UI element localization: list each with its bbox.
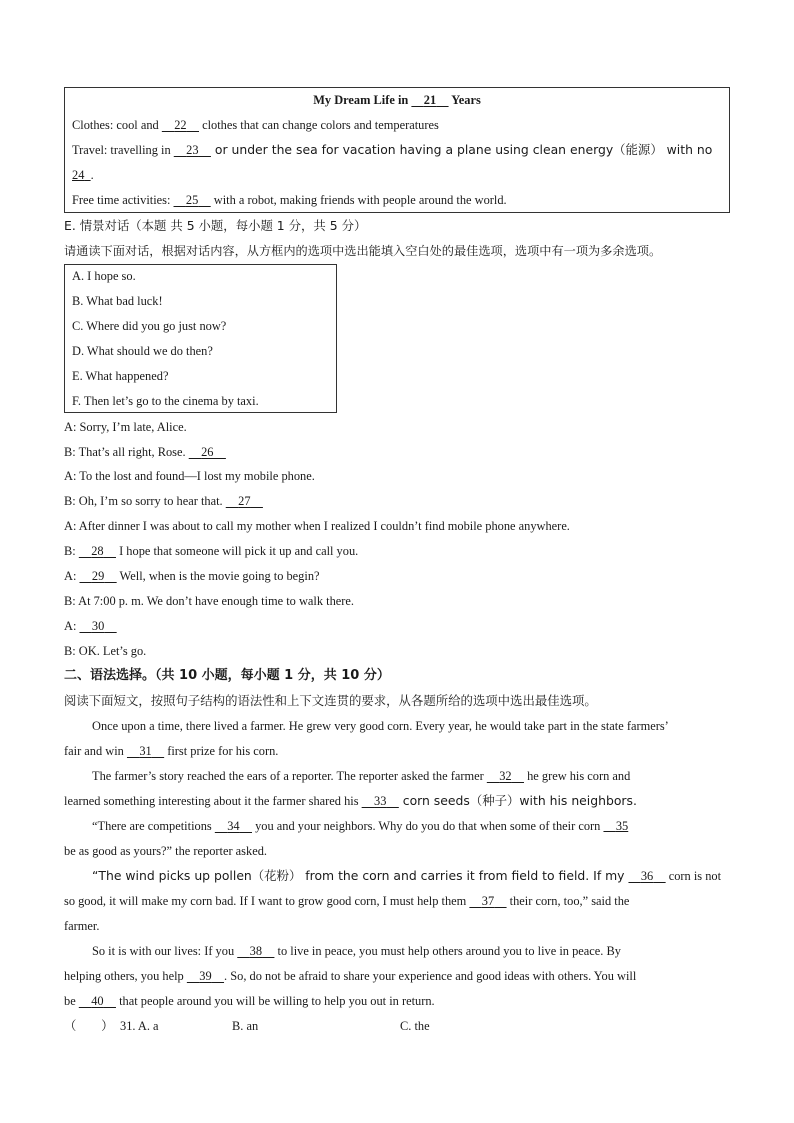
q31-option-a[interactable]: 31. A. a [120,1019,159,1033]
option-d: D. What should we do then? [72,344,213,358]
dialogue-line-9: A: 30 [64,618,117,634]
passage-line-11: helping others, you help 39 . So, do not be afraid to share your experience and good ideas with others. You will [64,969,637,983]
blank-37[interactable]: 37 [481,894,495,908]
section-e-instruction: 请通读下面对话，根据对话内容，从方框内的选项中选出能填入空白处的最佳选项，选项中有一项为多余选项。 [64,244,662,258]
free-time-line: Free time activities: 25 with a robot, making friends with people around the world. [72,193,507,207]
blank-31[interactable]: 31 [139,744,152,758]
passage-line-9: farmer. [64,919,100,933]
passage-line-10: So it is with our lives: If you 38 to live in peace, you must help others around you to live in peace. By [92,944,621,958]
section-e-heading: E. 情景对话（本题 共 5 小题，每小题 1 分，共 5 分） [64,218,367,233]
passage-line-6: be as good as yours?” the reporter asked. [64,844,267,858]
blank-29[interactable]: 29 [91,569,105,583]
q31-answer-paren[interactable]: （ ） [64,1018,114,1033]
passage-line-1: Once upon a time, there lived a farmer. He grew very good corn. Every year, he would take part in the state farmers’ [92,719,669,733]
blank-28[interactable]: 28 [91,544,104,558]
passage-line-2: fair and win 31 first prize for his corn. [64,744,279,758]
blank-38[interactable]: 38 [249,944,263,958]
section-2-instruction: 阅读下面短文，按照句子结构的语法性和上下文连贯的要求，从各题所给的选项中选出最佳选项。 [64,693,597,708]
blank-25[interactable]: 25 [185,193,199,207]
passage-line-4: learned something interesting about it the farmer shared his 33 corn seeds（种子）with his neighbors. [64,793,637,808]
option-f: F. Then let’s go to the cinema by taxi. [72,394,259,408]
section-2-heading: 二、语法选择。（共 10 小题，每小题 1 分，共 10 分） [64,668,390,683]
passage-line-12: be 40 that people around you will be willing to help you out in return. [64,994,435,1008]
blank-27[interactable]: 27 [238,494,251,508]
dialogue-line-3: A: To the lost and found—I lost my mobile phone. [64,469,315,483]
blank-21[interactable]: 21 [423,93,437,107]
passage-line-7: “The wind picks up pollen（花粉） from the corn and carries it from field to field. If my 36 corn is not [92,868,722,883]
travel-line: Travel: travelling in 23 or under the sea for vacation having a plane using clean energy（能源） with no [72,142,713,157]
blank-36[interactable]: 36 [640,869,654,883]
option-e: E. What happened? [72,369,169,383]
blank-34[interactable]: 34 [227,819,240,833]
passage-line-8: so good, it will make my corn bad. If I want to grow good corn, I must help them 37 their corn, too,” said the [64,894,630,908]
dialogue-line-1: A: Sorry, I’m late, Alice. [64,420,187,434]
dialogue-line-6: B: 28 I hope that someone will pick it up and call you. [64,544,359,558]
option-c: C. Where did you go just now? [72,319,227,333]
options-box [64,264,337,413]
blank-26[interactable]: 26 [201,445,214,459]
blank-35[interactable]: 35 [615,819,629,833]
dream-life-title: My Dream Life in 21 Years [313,93,481,107]
dialogue-line-5: A: After dinner I was about to call my mother when I realized I couldn’t find mobile phone anywhere. [64,519,570,533]
clothes-line: Clothes: cool and 22 clothes that can change colors and temperatures [72,118,439,132]
blank-22[interactable]: 22 [174,118,187,132]
blank-39[interactable]: 39 [199,969,212,983]
travel-line-2: 24 . [72,168,94,182]
blank-23[interactable]: 23 [186,143,199,157]
option-b: B. What bad luck! [72,294,163,308]
q31-option-b[interactable]: B. an [232,1019,259,1033]
dialogue-line-7: A: 29 Well, when is the movie going to begin? [64,569,320,583]
passage-line-3: The farmer’s story reached the ears of a reporter. The reporter asked the farmer 32 he grew his corn and [92,769,631,783]
blank-40[interactable]: 40 [91,994,104,1008]
dialogue-line-8: B: At 7:00 p. m. We don’t have enough time to walk there. [64,594,355,608]
dialogue-line-10: B: OK. Let’s go. [64,644,147,658]
blank-32[interactable]: 32 [499,769,512,783]
dialogue-line-2: B: That’s all right, Rose. 26 [64,444,226,460]
blank-30[interactable]: 30 [91,619,105,633]
blank-33[interactable]: 33 [374,794,387,808]
q31-option-c[interactable]: C. the [400,1019,430,1033]
dialogue-line-4: B: Oh, I’m so sorry to hear that. 27 [64,493,263,509]
option-a: A. I hope so. [72,269,136,283]
passage-line-5: “There are competitions 34 you and your neighbors. Why do you do that when some of their corn 35 [92,819,629,833]
blank-24[interactable]: 24 [72,168,85,182]
